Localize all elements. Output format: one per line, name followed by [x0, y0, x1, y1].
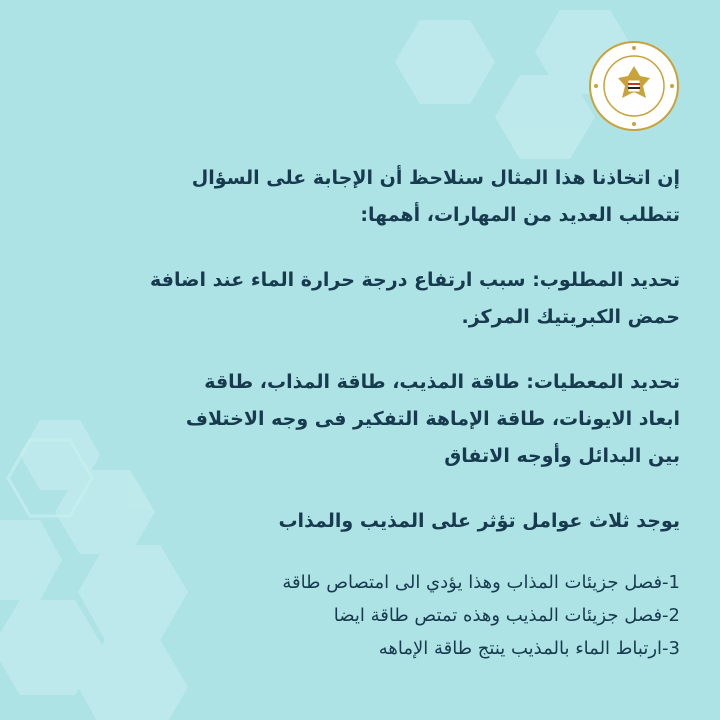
ministry-logo	[588, 40, 680, 132]
required-paragraph	[40, 262, 680, 336]
required-line-2: حمض الكبريتيك المركز.	[461, 306, 680, 328]
required-line-1: تحديد المطلوب: سبب ارتفاع درجة حرارة الماء عند اضافة	[149, 269, 680, 291]
list-item: 3-ارتباط الماء بالمذيب ينتج طاقة الإماهه	[378, 638, 680, 659]
list-item: 1-فصل جزيئات المذاب وهذا يؤدي الى امتصاص طاقة	[282, 572, 680, 593]
factors-list	[40, 566, 680, 665]
givens-line-1: تحديد المعطيات: طاقة المذيب، طاقة المذاب، طاقة	[204, 371, 680, 393]
intro-line-2: تتطلب العديد من المهارات، أهمها:	[360, 204, 680, 226]
givens-line-3: بين البدائل وأوجه الاتفاق	[444, 445, 680, 467]
article-body	[40, 160, 680, 665]
givens-paragraph	[40, 364, 680, 475]
givens-line-2: ابعاد الايونات، طاقة الإماهة التفكير فى وجه الاختلاف	[185, 408, 680, 430]
factors-heading: يوجد ثلاث عوامل تؤثر على المذيب والمذاب	[278, 510, 680, 532]
intro-line-1: إن اتخاذنا هذا المثال سنلاحظ أن الإجابة على السؤال	[191, 167, 680, 189]
intro-paragraph	[40, 160, 680, 234]
list-item: 2-فصل جزيئات المذيب وهذه تمتص طاقة ايضا	[333, 605, 680, 626]
ministry-seal-icon	[588, 40, 680, 132]
